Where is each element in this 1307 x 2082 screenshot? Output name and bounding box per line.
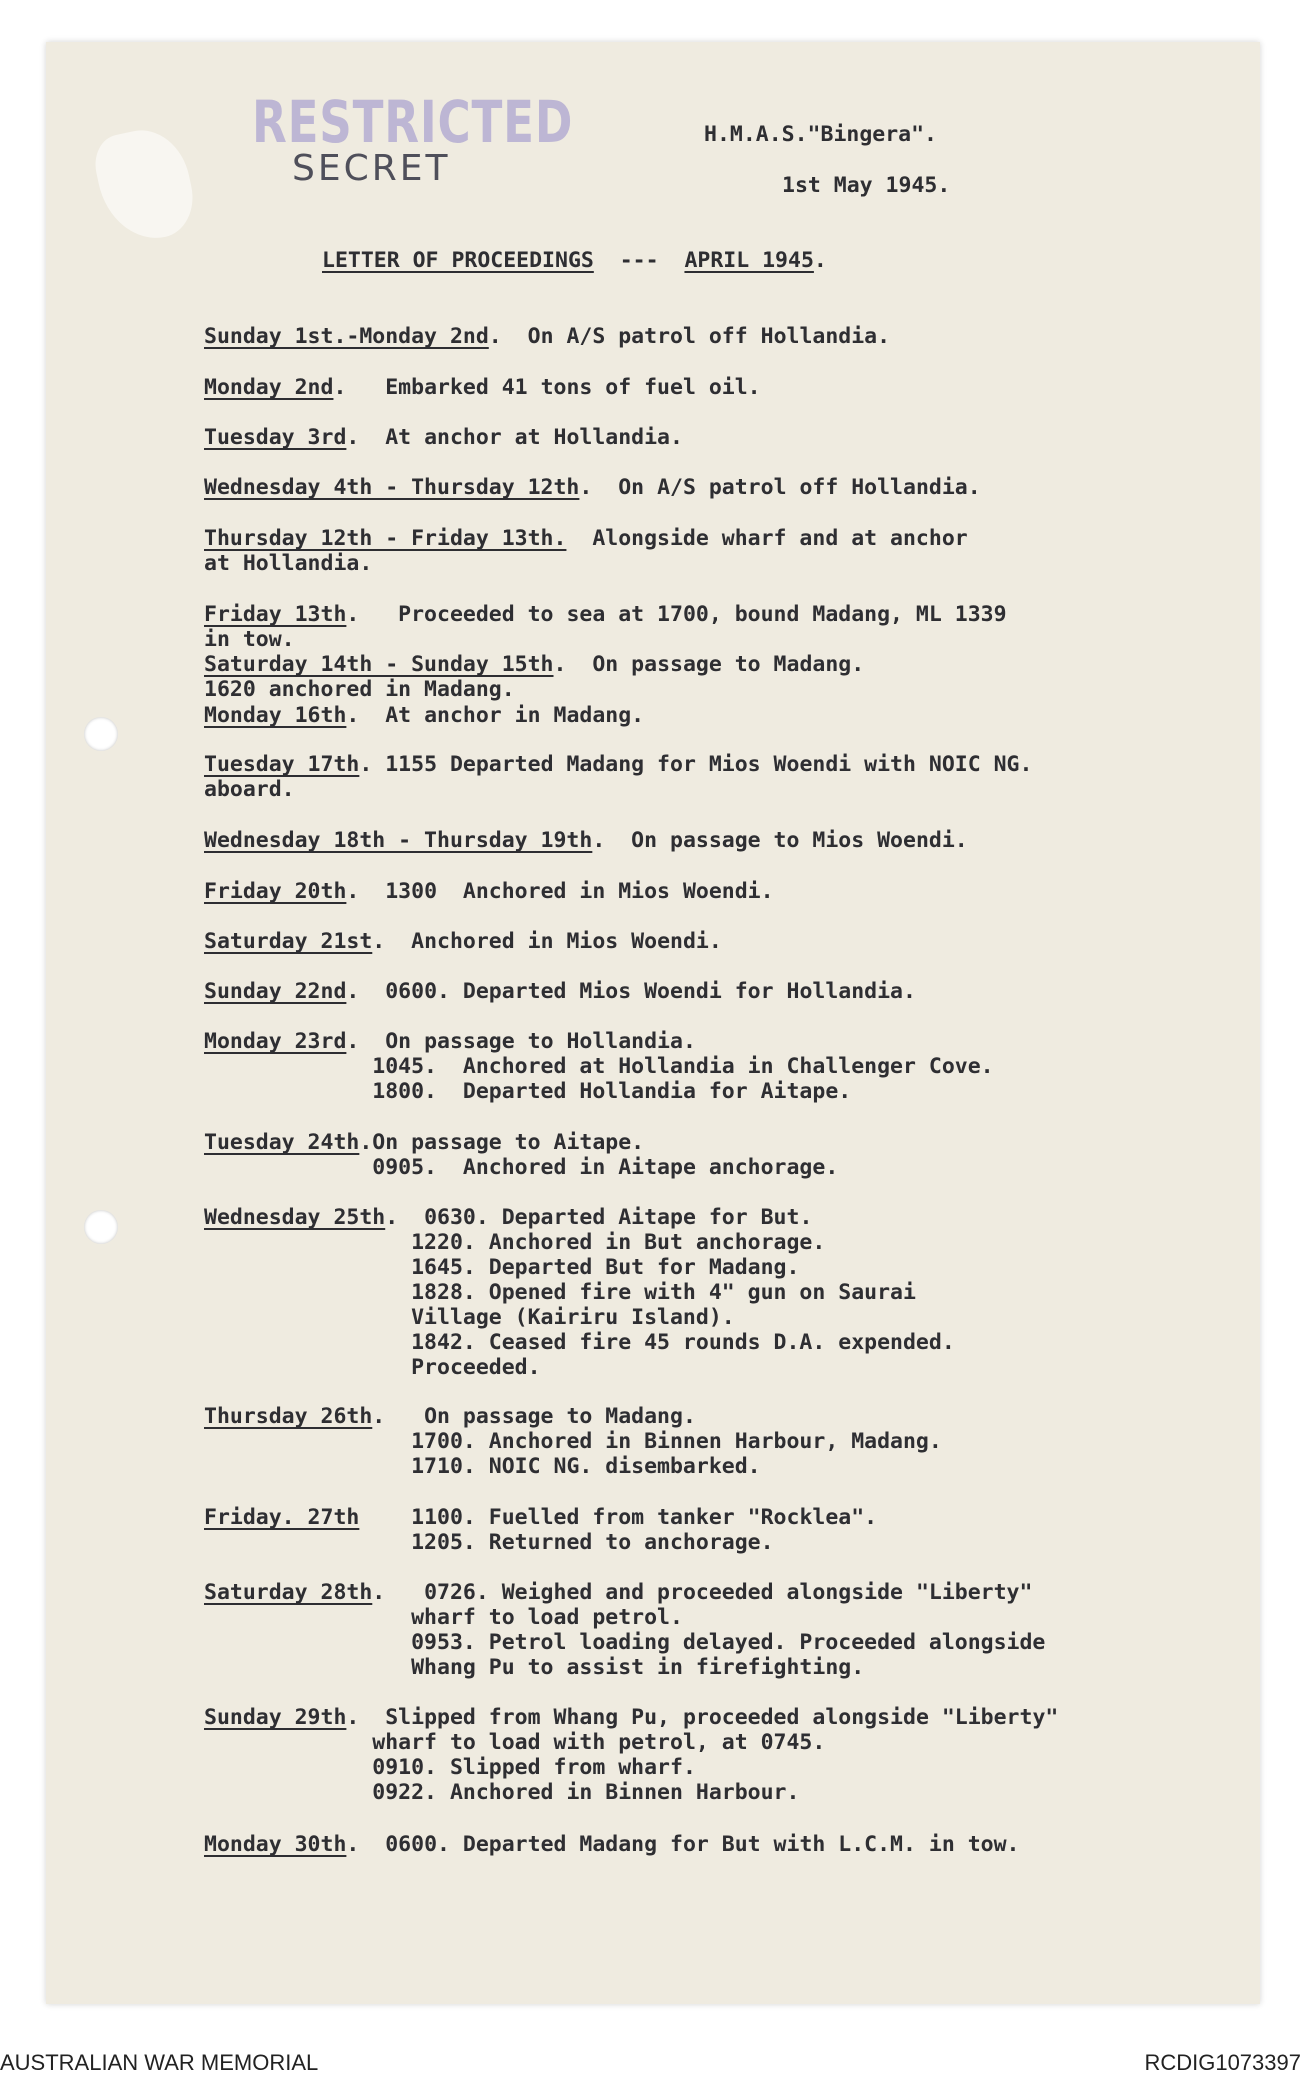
entry-text: 0600. Departed Mios Woendi for Hollandia. — [385, 979, 916, 1004]
entry-text: On A/S patrol off Hollandia. — [527, 324, 891, 349]
entry-date: Tuesday 24th — [204, 1130, 360, 1155]
entry-18: Saturday 28th. 0726. Weighed and proceeded alongside "Liberty" wharf to load petrol. 0953. Petrol loading delayed. Proceeded alongside Whang Pu to assist in firefighting. — [204, 1580, 1046, 1680]
entry-date: Wednesday 25th — [204, 1205, 386, 1230]
entry-text: at Hollandia. — [204, 551, 373, 576]
entry-date: Monday 2nd — [204, 375, 334, 400]
entry-19: Sunday 29th. Slipped from Whang Pu, proceeded alongside "Liberty" wharf to load with petrol, at 0745. 0910. Slipped from wharf. 0922. Anchored in Binnen Harbour. — [204, 1705, 1059, 1805]
entry-text: 1100. Fuelled from tanker "Rocklea". — [411, 1505, 878, 1530]
entry-text: Embarked 41 tons of fuel oil. — [385, 375, 761, 400]
entry-text: 0922. Anchored in Binnen Harbour. — [372, 1780, 800, 1805]
entry-text: 0905. Anchored in Aitape anchorage. — [372, 1155, 839, 1180]
entry-9: Wednesday 18th - Thursday 19th. On passage to Mios Woendi. — [204, 828, 968, 853]
entry-date: Thursday 12th - Friday 13th. — [204, 526, 567, 551]
entry-text: 1645. Departed But for Madang. — [411, 1255, 800, 1280]
entry-12: Sunday 22nd. 0600. Departed Mios Woendi for Hollandia. — [204, 979, 916, 1004]
entry-text: 0910. Slipped from wharf. — [372, 1755, 696, 1780]
entry-3: Wednesday 4th - Thursday 12th. On A/S patrol off Hollandia. — [204, 475, 981, 500]
entry-date: Friday 20th — [204, 879, 347, 904]
entry-13: Monday 23rd. On passage to Hollandia. 1045. Anchored at Hollandia in Challenger Cove. 1800. Departed Hollandia for Aitape. — [204, 1029, 994, 1104]
entry-text: 1842. Ceased fire 45 rounds D.A. expended. — [411, 1330, 955, 1355]
entry-date: Sunday 29th — [204, 1705, 347, 1730]
entry-10: Friday 20th. 1300 Anchored in Mios Woendi. — [204, 879, 774, 904]
entry-date: Saturday 14th - Sunday 15th — [204, 652, 554, 677]
entry-date: Tuesday 17th — [204, 752, 360, 777]
entry-text: On passage to Madang. — [592, 652, 865, 677]
punch-hole-bottom — [84, 1210, 118, 1244]
entry-text: 0953. Petrol loading delayed. Proceeded alongside — [411, 1630, 1046, 1655]
entry-text: At anchor at Hollandia. — [385, 425, 683, 450]
entry-date: Tuesday 3rd — [204, 425, 347, 450]
entry-text: 1710. NOIC NG. disembarked. — [411, 1454, 761, 1479]
entry-20: Monday 30th. 0600. Departed Madang for But with L.C.M. in tow. — [204, 1832, 1020, 1857]
footer-source: AUSTRALIAN WAR MEMORIAL — [0, 2050, 319, 2075]
entry-0: Sunday 1st.-Monday 2nd. On A/S patrol off Hollandia. — [204, 324, 891, 349]
entry-date: Saturday 28th — [204, 1580, 373, 1605]
entry-5: Friday 13th. Proceeded to sea at 1700, bound Madang, ML 1339 in tow. — [204, 602, 1007, 652]
entry-date: Saturday 21st — [204, 929, 373, 954]
entry-8: Tuesday 17th. 1155 Departed Madang for Mios Woendi with NOIC NG. aboard. — [204, 752, 1033, 802]
punch-hole-top — [84, 717, 118, 751]
entry-text: On A/S patrol off Hollandia. — [618, 475, 981, 500]
entry-text: 1700. Anchored in Binnen Harbour, Madang. — [411, 1429, 942, 1454]
entry-date: Wednesday 18th - Thursday 19th — [204, 828, 593, 853]
ship-name: H.M.A.S."Bingera". — [704, 122, 937, 147]
entry-text: 1828. Opened fire with 4" gun on Saurai — [411, 1280, 916, 1305]
secret-stamp: SECRET — [292, 148, 451, 189]
entry-15: Wednesday 25th. 0630. Departed Aitape for But. 1220. Anchored in But anchorage. 1645. Departed But for Madang. 1828. Opened fire with 4" gun on Saurai Village (Kairiru Island). 1842. Ceased fire 45 rounds D.A. expended. Proceeded. — [204, 1205, 955, 1380]
entry-date: Friday. 27th — [204, 1505, 360, 1530]
restricted-stamp: RESTRICTED — [252, 88, 574, 156]
entry-text: in tow. — [204, 627, 295, 652]
entry-text: Whang Pu to assist in firefighting. — [411, 1655, 865, 1680]
entry-date: Friday 13th — [204, 602, 347, 627]
entry-text: Proceeded to sea at 1700, bound Madang, ML 1339 — [398, 602, 1007, 627]
entry-date: Monday 23rd — [204, 1029, 347, 1054]
entry-date: Thursday 26th — [204, 1404, 373, 1429]
document-title: LETTER OF PROCEEDINGS --- APRIL 1945. — [322, 248, 827, 273]
entry-text: 1155 Departed Madang for Mios Woendi with NOIC NG. — [385, 752, 1033, 777]
entry-text: 0726. Weighed and proceeded alongside "Liberty" — [424, 1580, 1033, 1605]
footer-id: RCDIG1073397 — [1144, 2050, 1301, 2075]
letter-date: 1st May 1945. — [782, 173, 951, 198]
entry-text: 1620 anchored in Madang. — [204, 677, 515, 702]
entry-text: 1800. Departed Hollandia for Aitape. — [372, 1079, 852, 1104]
entry-text: 1300 Anchored in Mios Woendi. — [385, 879, 774, 904]
entry-text: wharf to load with petrol, at 0745. — [372, 1730, 826, 1755]
entry-date: Wednesday 4th - Thursday 12th — [204, 475, 580, 500]
entry-text: wharf to load petrol. — [411, 1605, 683, 1630]
entry-text: On passage to Hollandia. — [385, 1029, 696, 1054]
entry-text: On passage to Aitape. — [372, 1130, 645, 1155]
entry-text: Alongside wharf and at anchor — [592, 526, 968, 551]
title-left: LETTER OF PROCEEDINGS — [322, 248, 594, 273]
entry-17 — [204, 1505, 877, 1555]
entry-date: Sunday 22nd — [204, 979, 347, 1004]
entry-text: aboard. — [204, 777, 295, 802]
entry-6: Saturday 14th - Sunday 15th. On passage to Madang. 1620 anchored in Madang. — [204, 652, 865, 702]
entry-text: 0600. Departed Madang for But with L.C.M. in tow. — [385, 1832, 1020, 1857]
entry-text: 1045. Anchored at Hollandia in Challenger Cove. — [372, 1054, 994, 1079]
entry-7: Monday 16th. At anchor in Madang. — [204, 703, 645, 728]
entry-11: Saturday 21st. Anchored in Mios Woendi. — [204, 929, 722, 954]
entry-date: Sunday 1st.-Monday 2nd — [204, 324, 489, 349]
entry-text: At anchor in Madang. — [385, 703, 645, 728]
entry-2: Tuesday 3rd. At anchor at Hollandia. — [204, 425, 683, 450]
entry-text: On passage to Madang. — [424, 1404, 696, 1429]
entry-text: Slipped from Whang Pu, proceeded alongside "Liberty" — [385, 1705, 1059, 1730]
entry-text: Proceeded. — [411, 1355, 541, 1380]
entry-text: Anchored in Mios Woendi. — [411, 929, 722, 954]
entry-14: Tuesday 24th.On passage to Aitape. 0905. Anchored in Aitape anchorage. — [204, 1130, 839, 1180]
title-right: APRIL 1945 — [684, 248, 814, 273]
entry-date: Monday 30th — [204, 1832, 347, 1857]
entry-text: 1205. Returned to anchorage. — [411, 1530, 774, 1555]
entry-text: Village (Kairiru Island). — [411, 1305, 735, 1330]
entry-date: Monday 16th — [204, 703, 347, 728]
entry-text: 0630. Departed Aitape for But. — [424, 1205, 813, 1230]
entry-text: 1220. Anchored in But anchorage. — [411, 1230, 826, 1255]
entry-4 — [204, 526, 968, 576]
entry-1: Monday 2nd. Embarked 41 tons of fuel oil. — [204, 375, 761, 400]
title-dash: --- — [619, 248, 659, 273]
entry-text: On passage to Mios Woendi. — [631, 828, 968, 853]
entry-16: Thursday 26th. On passage to Madang. 1700. Anchored in Binnen Harbour, Madang. 1710. NOIC NG. disembarked. — [204, 1404, 942, 1479]
